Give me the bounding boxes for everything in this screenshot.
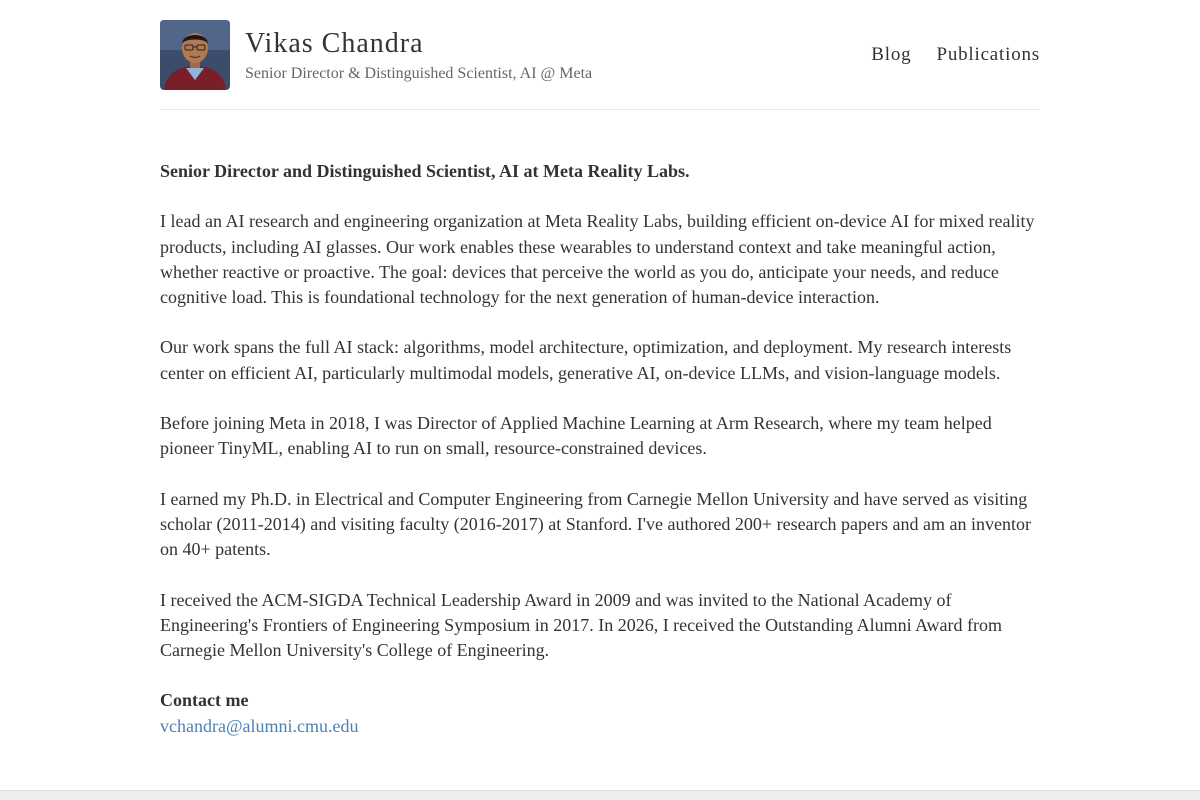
bio-paragraph-2: Our work spans the full AI stack: algorithms, model architecture, optimization, and deployment. My research interests center on efficient AI, particularly multimodal models, generative AI, on-device LLMs, and vision-language models. — [160, 337, 1012, 383]
nav-link-blog[interactable]: Blog — [871, 44, 912, 65]
footer-bar — [0, 790, 1200, 800]
bio-paragraph-3: Before joining Meta in 2018, I was Director of Applied Machine Learning at Arm Research, where my team helped pioneer TinyML, enabling AI to run on small, resource-constrained devices. — [160, 413, 992, 459]
contact-section — [160, 688, 1040, 739]
site-header — [160, 0, 1040, 110]
contact-heading: Contact me — [160, 690, 249, 711]
main-content — [160, 110, 1040, 739]
nav-link-publications[interactable]: Publications — [936, 44, 1040, 65]
page-wrapper — [160, 0, 1040, 739]
email-link[interactable]: vchandra@alumni.cmu.edu — [160, 715, 359, 736]
site-tagline: Senior Director & Distinguished Scientist, AI @ Meta — [245, 65, 593, 82]
bio-paragraph-1: I lead an AI research and engineering organization at Meta Reality Labs, building efficient on-device AI for mixed reality products, including AI glasses. Our work enables these wearables to understand context and take meaningful action, whether reactive or proactive. The goal: devices that perceive the world as you do, anticipate your needs, and reduce cognitive load. This is foundational technology for the next generation of human-device interaction. — [160, 211, 1035, 308]
intro-heading: Senior Director and Distinguished Scientist, AI at Meta Reality Labs. — [160, 161, 690, 181]
bio-paragraph-4: I earned my Ph.D. in Electrical and Computer Engineering from Carnegie Mellon University and have served as visiting scholar (2011-2014) and visiting faculty (2016-2017) at Stanford. I've authored 200+ research papers and am an inventor on 40+ patents. — [160, 488, 1031, 560]
bio-paragraph-5: I received the ACM-SIGDA Technical Leadership Award in 2009 and was invited to the National Academy of Engineering's Frontiers of Engineering Symposium in 2017. In 2026, I received the Outstanding Alumni Award from Carnegie Mellon University's College of Engineering. — [160, 589, 1002, 661]
site-title[interactable]: Vikas Chandra — [245, 28, 424, 59]
avatar[interactable] — [160, 20, 230, 90]
avatar-photo-icon — [160, 20, 230, 90]
main-nav — [871, 43, 1040, 67]
